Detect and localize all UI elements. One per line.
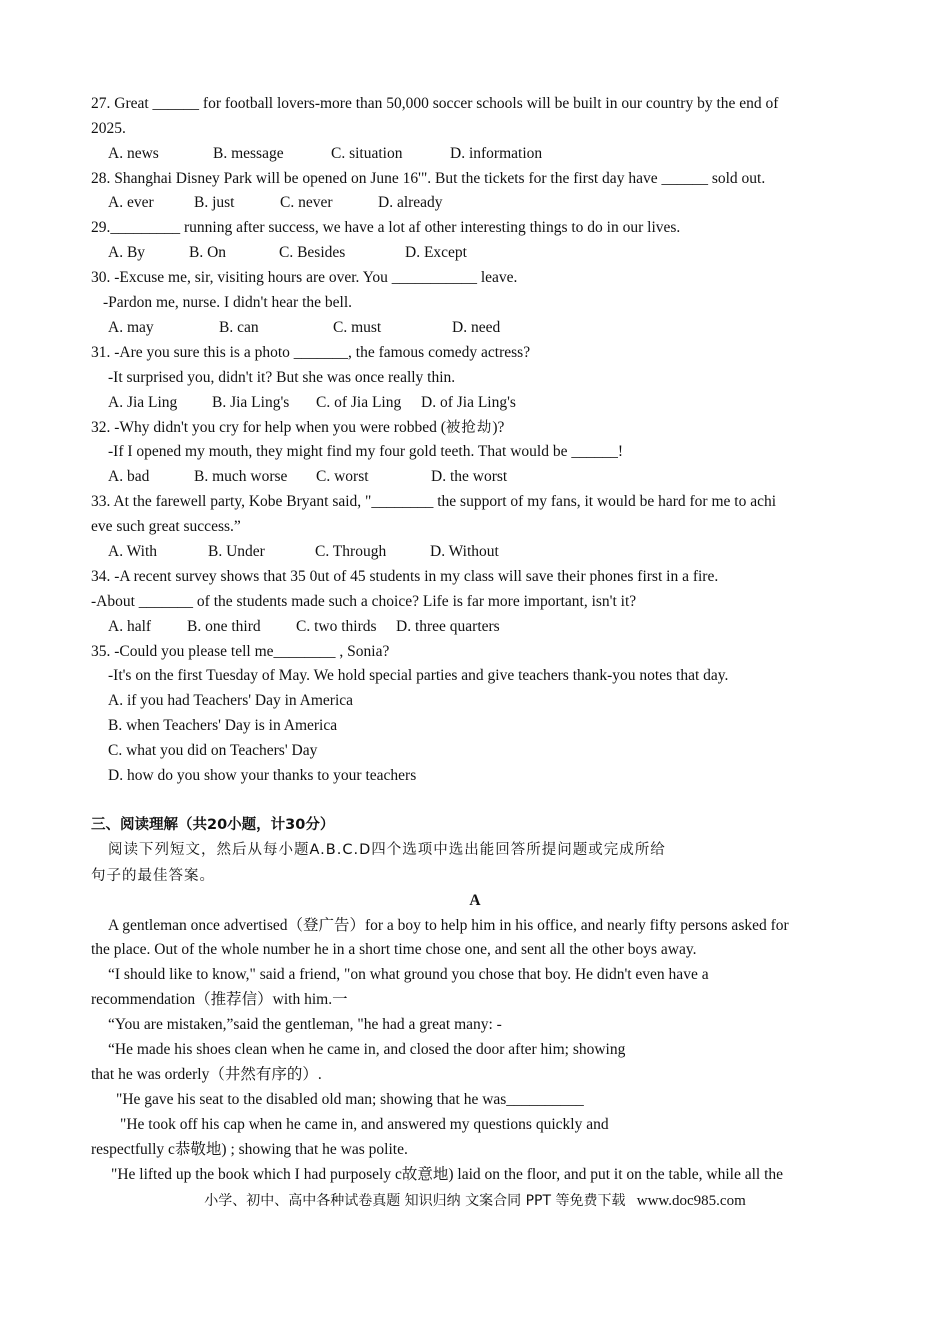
q34-reply: -About _______ of the students made such a choice? Life is far more important, isn't it? bbox=[91, 593, 637, 610]
option-d: D. already bbox=[378, 194, 443, 211]
q35-option-d: D. how do you show your thanks to your teachers bbox=[108, 767, 417, 784]
option-c: C. must bbox=[333, 319, 382, 336]
option-d: D. of Jia Ling's bbox=[421, 394, 516, 411]
q28-options bbox=[108, 193, 443, 213]
option-b: B. Jia Ling's bbox=[212, 394, 290, 411]
section-heading: 三、阅读理解（共20小题，计30分） bbox=[91, 817, 335, 833]
q31-stem: 31. -Are you sure this is a photo _______, the famous comedy actress? bbox=[91, 344, 531, 361]
option-d: D. the worst bbox=[431, 468, 508, 485]
q32-stem bbox=[91, 418, 504, 438]
q33-options bbox=[108, 542, 499, 562]
q32-options bbox=[108, 467, 507, 487]
q30-reply: -Pardon me, nurse. I didn't hear the bell. bbox=[103, 294, 352, 311]
q32-stem-text: 32. -Why didn't you cry for help when you were robbed ( bbox=[91, 419, 446, 436]
option-c: C. worst bbox=[316, 468, 369, 485]
option-d: D. Without bbox=[430, 543, 499, 560]
passage-label: A bbox=[469, 892, 481, 909]
passage-line: respectfully c恭敬地) ; showing that he was polite. bbox=[91, 1141, 408, 1158]
option-d: D. Except bbox=[405, 244, 467, 261]
passage-line: "He gave his seat to the disabled old man; showing that he was__________ bbox=[116, 1091, 584, 1108]
q30-stem: 30. -Excuse me, sir, visiting hours are over. You ___________ leave. bbox=[91, 269, 518, 286]
q34-options bbox=[108, 617, 500, 637]
q33-stem-line2: eve such great success.” bbox=[91, 518, 241, 535]
option-b: B. much worse bbox=[194, 468, 288, 485]
q35-option-c: C. what you did on Teachers' Day bbox=[108, 742, 318, 759]
q34-stem: 34. -A recent survey shows that 35 0ut of 45 students in my class will save their phones first in a fire. bbox=[91, 568, 719, 585]
q27-options bbox=[108, 144, 542, 164]
q32-reply: -If I opened my mouth, they might find my four gold teeth. That would be ______! bbox=[108, 443, 623, 460]
q29-stem: 29._________ running after success, we have a lot af other interesting things to do in our lives. bbox=[91, 219, 681, 236]
q29-options bbox=[108, 243, 467, 263]
option-c: C. never bbox=[280, 194, 333, 211]
option-c: C. of Jia Ling bbox=[316, 394, 402, 411]
passage-line: the place. Out of the whole number he in a short time chose one, and sent all the other boys away. bbox=[91, 941, 697, 958]
q35-option-a: A. if you had Teachers' Day in America bbox=[108, 692, 354, 709]
option-a: A. By bbox=[108, 244, 146, 261]
option-b: B. one third bbox=[187, 618, 261, 635]
passage-line: “I should like to know," said a friend, "on what ground you chose that boy. He didn't even have a bbox=[108, 966, 709, 983]
footer bbox=[0, 1191, 950, 1211]
option-b: B. Under bbox=[208, 543, 265, 560]
option-a: A. may bbox=[108, 319, 154, 336]
passage-line: “He made his shoes clean when he came in, and closed the door after him; showing bbox=[108, 1041, 626, 1058]
section-instructions-line1: 阅读下列短文，然后从每小题A.B.C.D四个选项中选出能回答所提问题或完成所给 bbox=[108, 842, 666, 858]
footer-url[interactable]: www.doc985.com bbox=[636, 1193, 746, 1209]
option-a: A. With bbox=[108, 543, 158, 560]
option-c: C. two thirds bbox=[296, 618, 377, 635]
option-c: C. Besides bbox=[279, 244, 346, 261]
passage-line: “You are mistaken,”said the gentleman, "he had a great many: - bbox=[108, 1016, 502, 1033]
option-b: B. On bbox=[189, 244, 227, 261]
option-c: C. situation bbox=[331, 145, 403, 162]
q33-stem-line1: 33. At the farewell party, Kobe Bryant said, "________ the support of my fans, it would be hard for me to achi bbox=[91, 493, 777, 510]
passage-line: "He lifted up the book which I had purposely c故意地) laid on the floor, and put it on the table, while all the bbox=[111, 1166, 784, 1183]
option-d: D. information bbox=[450, 145, 543, 162]
q31-options bbox=[108, 393, 516, 413]
q32-stem-end: )? bbox=[492, 419, 505, 436]
q35-stem: 35. -Could you please tell me________ , Sonia? bbox=[91, 643, 390, 660]
footer-text: 小学、初中、高中各种试卷真题 知识归纳 文案合同 PPT 等免费下载 bbox=[204, 1193, 626, 1209]
q35-option-b: B. when Teachers' Day is in America bbox=[108, 717, 338, 734]
passage-line: A gentleman once advertised（登广告）for a boy to help him in his office, and nearly fifty persons asked for bbox=[108, 917, 789, 934]
option-a: A. Jia Ling bbox=[108, 394, 178, 411]
option-d: D. three quarters bbox=[396, 618, 500, 635]
option-a: A. ever bbox=[108, 194, 154, 211]
section-instructions-line2: 句子的最佳答案。 bbox=[91, 868, 215, 884]
passage-line: "He took off his cap when he came in, and answered my questions quickly and bbox=[120, 1116, 609, 1133]
option-a: A. half bbox=[108, 618, 152, 635]
option-d: D. need bbox=[452, 319, 501, 336]
q32-stem-gloss: 被抢劫 bbox=[445, 420, 493, 436]
option-c: C. Through bbox=[315, 543, 387, 560]
q27-stem-line2: 2025. bbox=[91, 120, 126, 137]
option-a: A. news bbox=[108, 145, 159, 162]
passage-line: recommendation（推荐信）with him.一 bbox=[91, 991, 348, 1008]
option-b: B. can bbox=[219, 319, 259, 336]
q35-reply: -It's on the first Tuesday of May. We hold special parties and give teachers thank-you notes that day. bbox=[108, 667, 729, 684]
q31-reply: -It surprised you, didn't it? But she was once really thin. bbox=[108, 369, 456, 386]
q27-stem-line1: 27. Great ______ for football lovers-more than 50,000 soccer schools will be built in our country by the end of bbox=[91, 95, 779, 112]
option-a: A. bad bbox=[108, 468, 150, 485]
q30-options bbox=[108, 318, 500, 338]
passage-line: that he was orderly（井然有序的）. bbox=[91, 1066, 322, 1083]
q28-stem: 28. Shanghai Disney Park will be opened on June 16'". But the tickets for the first day have ______ sold out. bbox=[91, 170, 766, 187]
option-b: B. message bbox=[213, 145, 284, 162]
option-b: B. just bbox=[194, 194, 235, 211]
